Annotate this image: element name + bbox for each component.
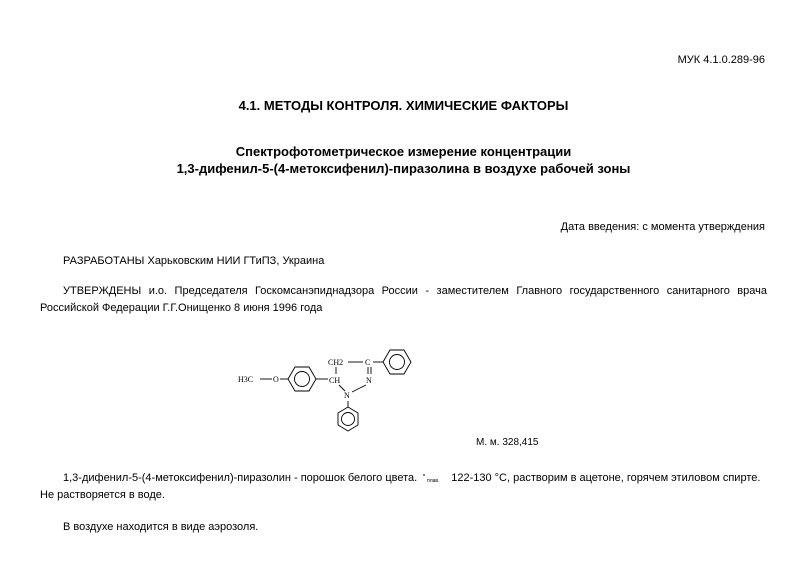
phenyl-ring-right bbox=[383, 350, 411, 374]
document-code: МУК 4.1.0.289-96 bbox=[677, 54, 765, 66]
aerosol-paragraph: В воздухе находится в виде аэрозоля. bbox=[63, 521, 259, 533]
phenyl-ring-bottom bbox=[338, 407, 358, 431]
methoxyphenyl-aromatic-circle bbox=[295, 372, 310, 387]
approved-by-paragraph bbox=[40, 283, 767, 317]
phenyl-bottom-aromatic-circle bbox=[342, 413, 355, 426]
methoxyphenyl-ring bbox=[288, 367, 316, 391]
description-text-part-1: 1,3-дифенил-5-(4-метоксифенил)-пиразолин - порошок белого цвета. bbox=[63, 472, 418, 484]
structure-label-n2: N bbox=[344, 391, 350, 400]
structure-label-oxygen: O bbox=[273, 375, 279, 384]
subtitle-line-2: 1,3-дифенил-5-(4-метоксифенил)-пиразолина в воздухе рабочей зоны bbox=[176, 161, 631, 176]
structure-label-ch2: CH2 bbox=[328, 358, 344, 367]
developed-by-paragraph: РАЗРАБОТАНЫ Харьковским НИИ ГТиПЗ, Украина bbox=[63, 255, 325, 267]
melting-point-subscript: плав. bbox=[427, 478, 440, 484]
melting-point-symbol bbox=[421, 473, 447, 483]
subtitle-line-1: Спектрофотометрическое измерение концентрации bbox=[235, 144, 572, 159]
section-title: 4.1. МЕТОДЫ КОНТРОЛЯ. ХИМИЧЕСКИЕ ФАКТОРЫ bbox=[238, 98, 569, 113]
structure-label-n1: N bbox=[366, 376, 372, 385]
structure-label-ch: CH bbox=[329, 376, 341, 385]
description-paragraph bbox=[40, 470, 767, 504]
melting-point-graphic bbox=[421, 473, 447, 483]
introduction-date: Дата введения: с момента утверждения bbox=[560, 221, 765, 233]
approved-by-text: УТВЕРЖДЕНЫ и.о. Председателя Госкомсанэпиднадзора России - заместителем Главного государственного санитарного врача Российской Федерации Г.Г.Онищенко 8 июня 1996 года bbox=[40, 285, 767, 314]
structure-label-c: C bbox=[365, 358, 371, 367]
chemical-structure-diagram bbox=[236, 341, 426, 436]
structure-label-h3c: H3C bbox=[238, 375, 254, 384]
phenyl-right-aromatic-circle bbox=[390, 355, 405, 370]
bond-ch-n bbox=[339, 385, 345, 391]
molecular-mass: М. м. 328,415 bbox=[476, 437, 539, 448]
bond-n-n bbox=[352, 385, 366, 392]
description-text-part-2: 122-130 °С, растворим в ацетоне, горячем этиловом спирте. Не растворяется в воде. bbox=[40, 472, 761, 501]
